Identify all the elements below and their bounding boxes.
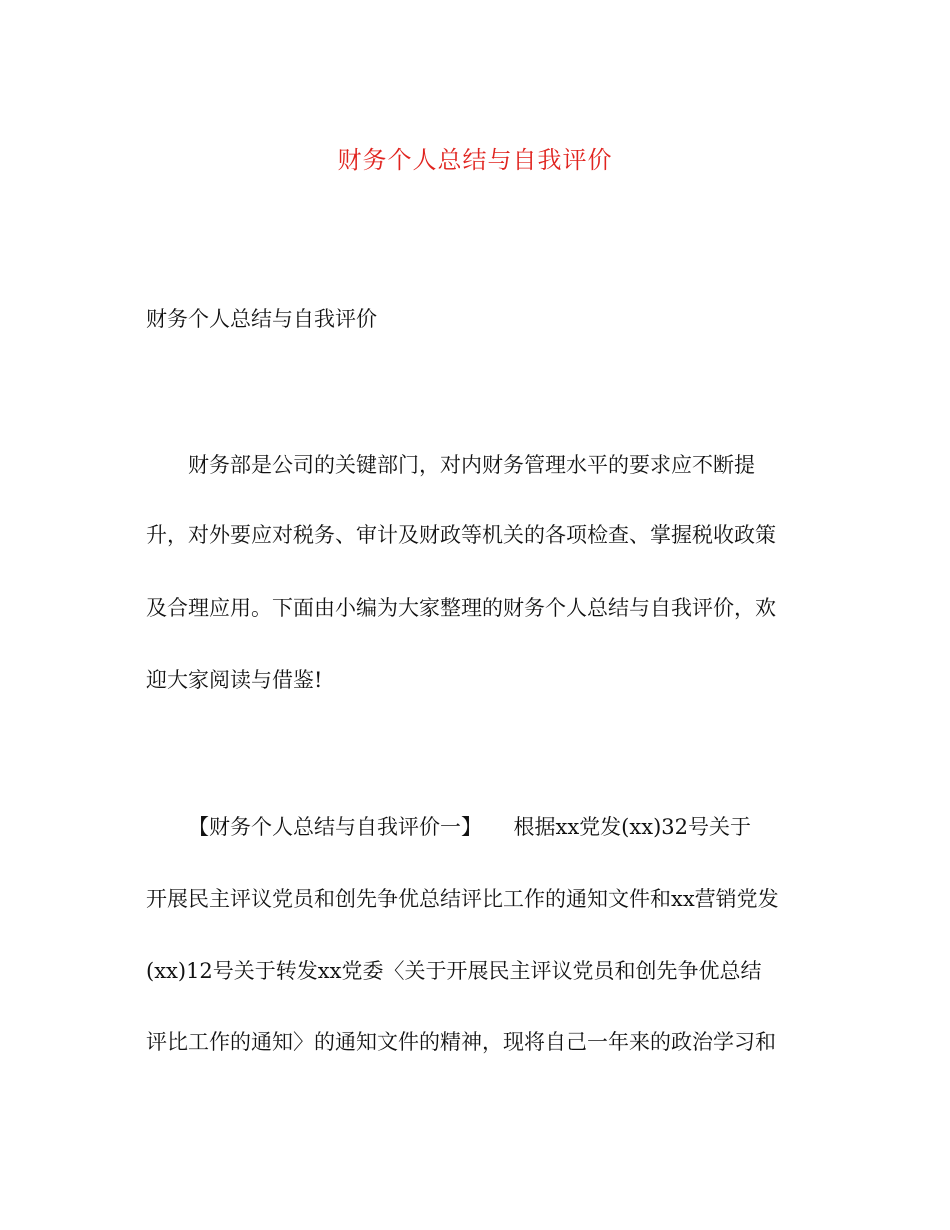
paragraph-2-line-1: 【财务个人总结与自我评价一】 根据xx党发(xx)32号关于 [188,815,751,839]
paragraph-2-line-3: (xx)12号关于转发xx党委〈关于开展民主评议党员和创先争优总结 [146,959,762,983]
paragraph-1-line-2: 升，对外要应对税务、审计及财政等机关的各项检查、掌握税收政策 [146,523,776,547]
paragraph-1-line-1: 财务部是公司的关键部门，对内财务管理水平的要求应不断提 [188,453,755,477]
paragraph-1-line-4: 迎大家阅读与借鉴! [146,668,323,692]
paragraph-2-line-2: 开展民主评议党员和创先争优总结评比工作的通知文件和xx营销党发 [146,887,779,911]
section-heading: 财务个人总结与自我评价 [146,307,377,331]
paragraph-2-line-4: 评比工作的通知〉的通知文件的精神，现将自己一年来的政治学习和 [146,1030,776,1054]
document-title: 财务个人总结与自我评价 [337,146,613,174]
paragraph-1-line-3: 及合理应用。下面由小编为大家整理的财务个人总结与自我评价，欢 [146,596,776,620]
